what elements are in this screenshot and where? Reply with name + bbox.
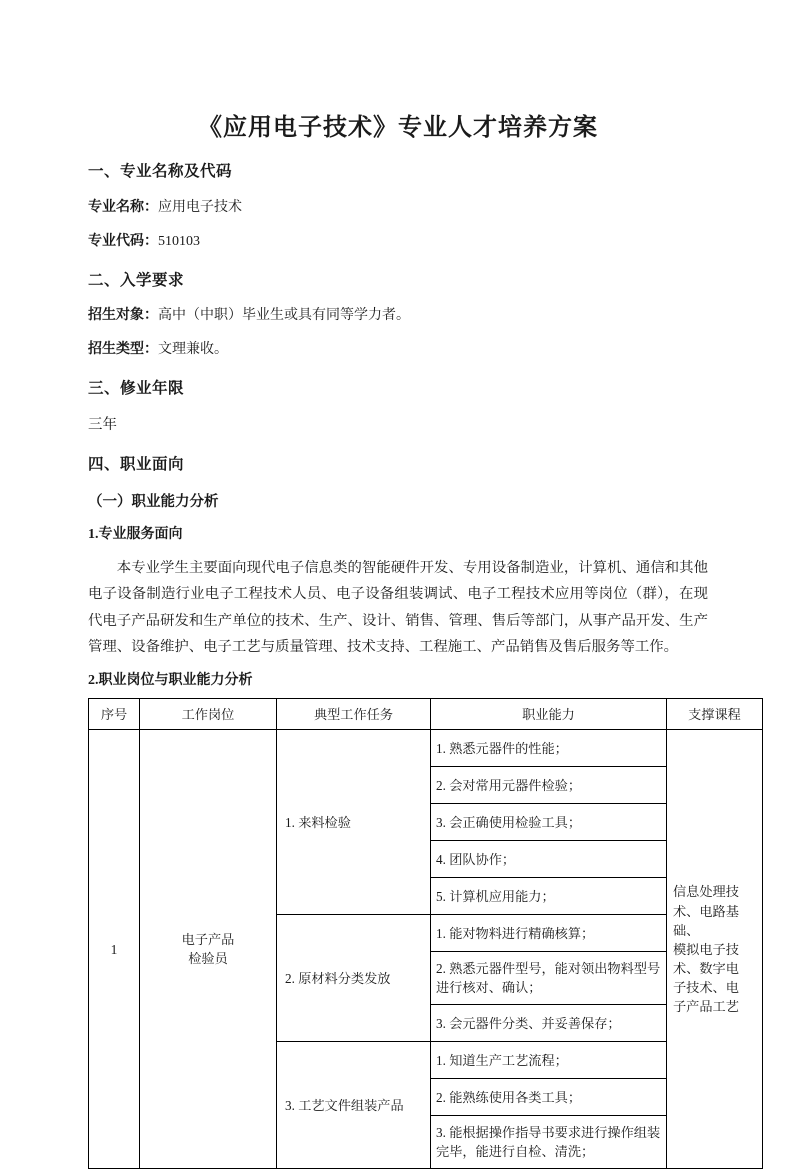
field-admission-type-value: 文理兼收。 — [158, 342, 228, 358]
document-content — [88, 0, 741, 1169]
courses-line-2: 术、电路基 — [673, 903, 739, 919]
cell-ability-3-1: 1. 知道生产工艺流程； — [431, 1042, 667, 1079]
field-major-code-value: 510103 — [158, 233, 200, 249]
table-header — [89, 699, 763, 730]
field-admission-target-value: 高中（中职）毕业生或具有同等学力者。 — [158, 308, 410, 324]
header-typical-task: 典型工作任务 — [277, 699, 431, 730]
cell-task-2: 2. 原材料分类发放 — [277, 915, 431, 1042]
subsection-heading-career-ability-analysis: （一）职业能力分析 — [88, 493, 219, 510]
subsubsection-heading-service-orientation: 1.专业服务面向 — [88, 526, 183, 542]
courses-line-6: 子技术、电 — [673, 980, 739, 996]
cell-task-1: 1. 来料检验 — [277, 730, 431, 915]
field-admission-target-label: 招生对象： — [88, 308, 158, 324]
courses-line-3: 础、 — [673, 922, 700, 938]
courses-line-7: 子产品工艺 — [673, 999, 739, 1015]
section-heading-2: 二、入学要求 — [88, 271, 185, 289]
section-heading-1: 一、专业名称及代码 — [88, 163, 233, 181]
cell-ability-2-2: 2. 熟悉元器件型号，能对领出物料型号进行核对、确认； — [431, 952, 667, 1005]
cell-ability-3-2: 2. 能熟练使用各类工具； — [431, 1079, 667, 1116]
study-duration-value: 三年 — [88, 416, 117, 433]
field-major-code — [88, 219, 708, 253]
header-occupational-ability: 职业能力 — [431, 699, 667, 730]
cell-work-post — [140, 730, 277, 1169]
field-admission-target — [88, 293, 708, 327]
cell-ability-3-3: 3. 能根据操作指导书要求进行操作组装完毕，能进行自检、清洗； — [431, 1116, 667, 1169]
cell-ability-1-2: 2. 会对常用元器件检验； — [431, 767, 667, 804]
table-body — [89, 730, 763, 1169]
table-header-row — [89, 699, 763, 730]
field-major-name-label: 专业名称： — [88, 200, 158, 216]
cell-ability-1-4: 4. 团队协作； — [431, 841, 667, 878]
work-post-line-2: 检验员 — [188, 951, 228, 967]
cell-ability-1-3: 3. 会正确使用检验工具； — [431, 804, 667, 841]
header-work-post: 工作岗位 — [140, 699, 277, 730]
cell-ability-2-3: 3. 会元器件分类、并妥善保存； — [431, 1005, 667, 1042]
field-major-name — [88, 185, 708, 219]
cell-ability-1-1: 1. 熟悉元器件的性能； — [431, 730, 667, 767]
cell-supporting-courses — [667, 730, 763, 1169]
work-post-line-1: 电子产品 — [181, 932, 235, 948]
field-admission-type-label: 招生类型： — [88, 342, 158, 358]
service-orientation-paragraph: 本专业学生主要面向现代电子信息类的智能硬件开发、专用设备制造业，计算机、通信和其他电子设备制造行业电子工程技术人员、电子设备组装调试、电子工程技术应用等岗位（群），在现代电子产品研发和生产单位的技术、生产、设计、销售、管理、售后等部门，从事产品开发、生产管理、设备维护、电子工艺与质量管理、技术支持、工程施工、产品销售及售后服务等工作。 — [88, 560, 708, 655]
header-serial-no: 序号 — [89, 699, 140, 730]
section-heading-4: 四、职业面向 — [88, 455, 185, 473]
field-major-name-value: 应用电子技术 — [158, 200, 242, 216]
cell-serial-no: 1 — [89, 730, 140, 1169]
capability-table — [88, 698, 763, 1169]
courses-line-1: 信息处理技 — [673, 884, 739, 900]
courses-line-4: 模拟电子技 — [673, 941, 739, 957]
field-admission-type — [88, 327, 708, 361]
courses-line-5: 术、数字电 — [673, 960, 739, 976]
header-supporting-courses: 支撑课程 — [667, 699, 763, 730]
capability-table-wrapper — [88, 692, 741, 1169]
cell-task-3: 3. 工艺文件组装产品 — [277, 1042, 431, 1169]
table-row — [89, 730, 763, 767]
cell-ability-1-5: 5. 计算机应用能力； — [431, 878, 667, 915]
page-title: 《应用电子技术》专业人才培养方案 — [198, 115, 598, 141]
subsubsection-heading-post-ability-analysis: 2.职业岗位与职业能力分析 — [88, 672, 253, 688]
section-heading-3: 三、修业年限 — [88, 379, 185, 397]
field-major-code-label: 专业代码： — [88, 233, 158, 249]
cell-ability-2-1: 1. 能对物料进行精确核算； — [431, 915, 667, 952]
